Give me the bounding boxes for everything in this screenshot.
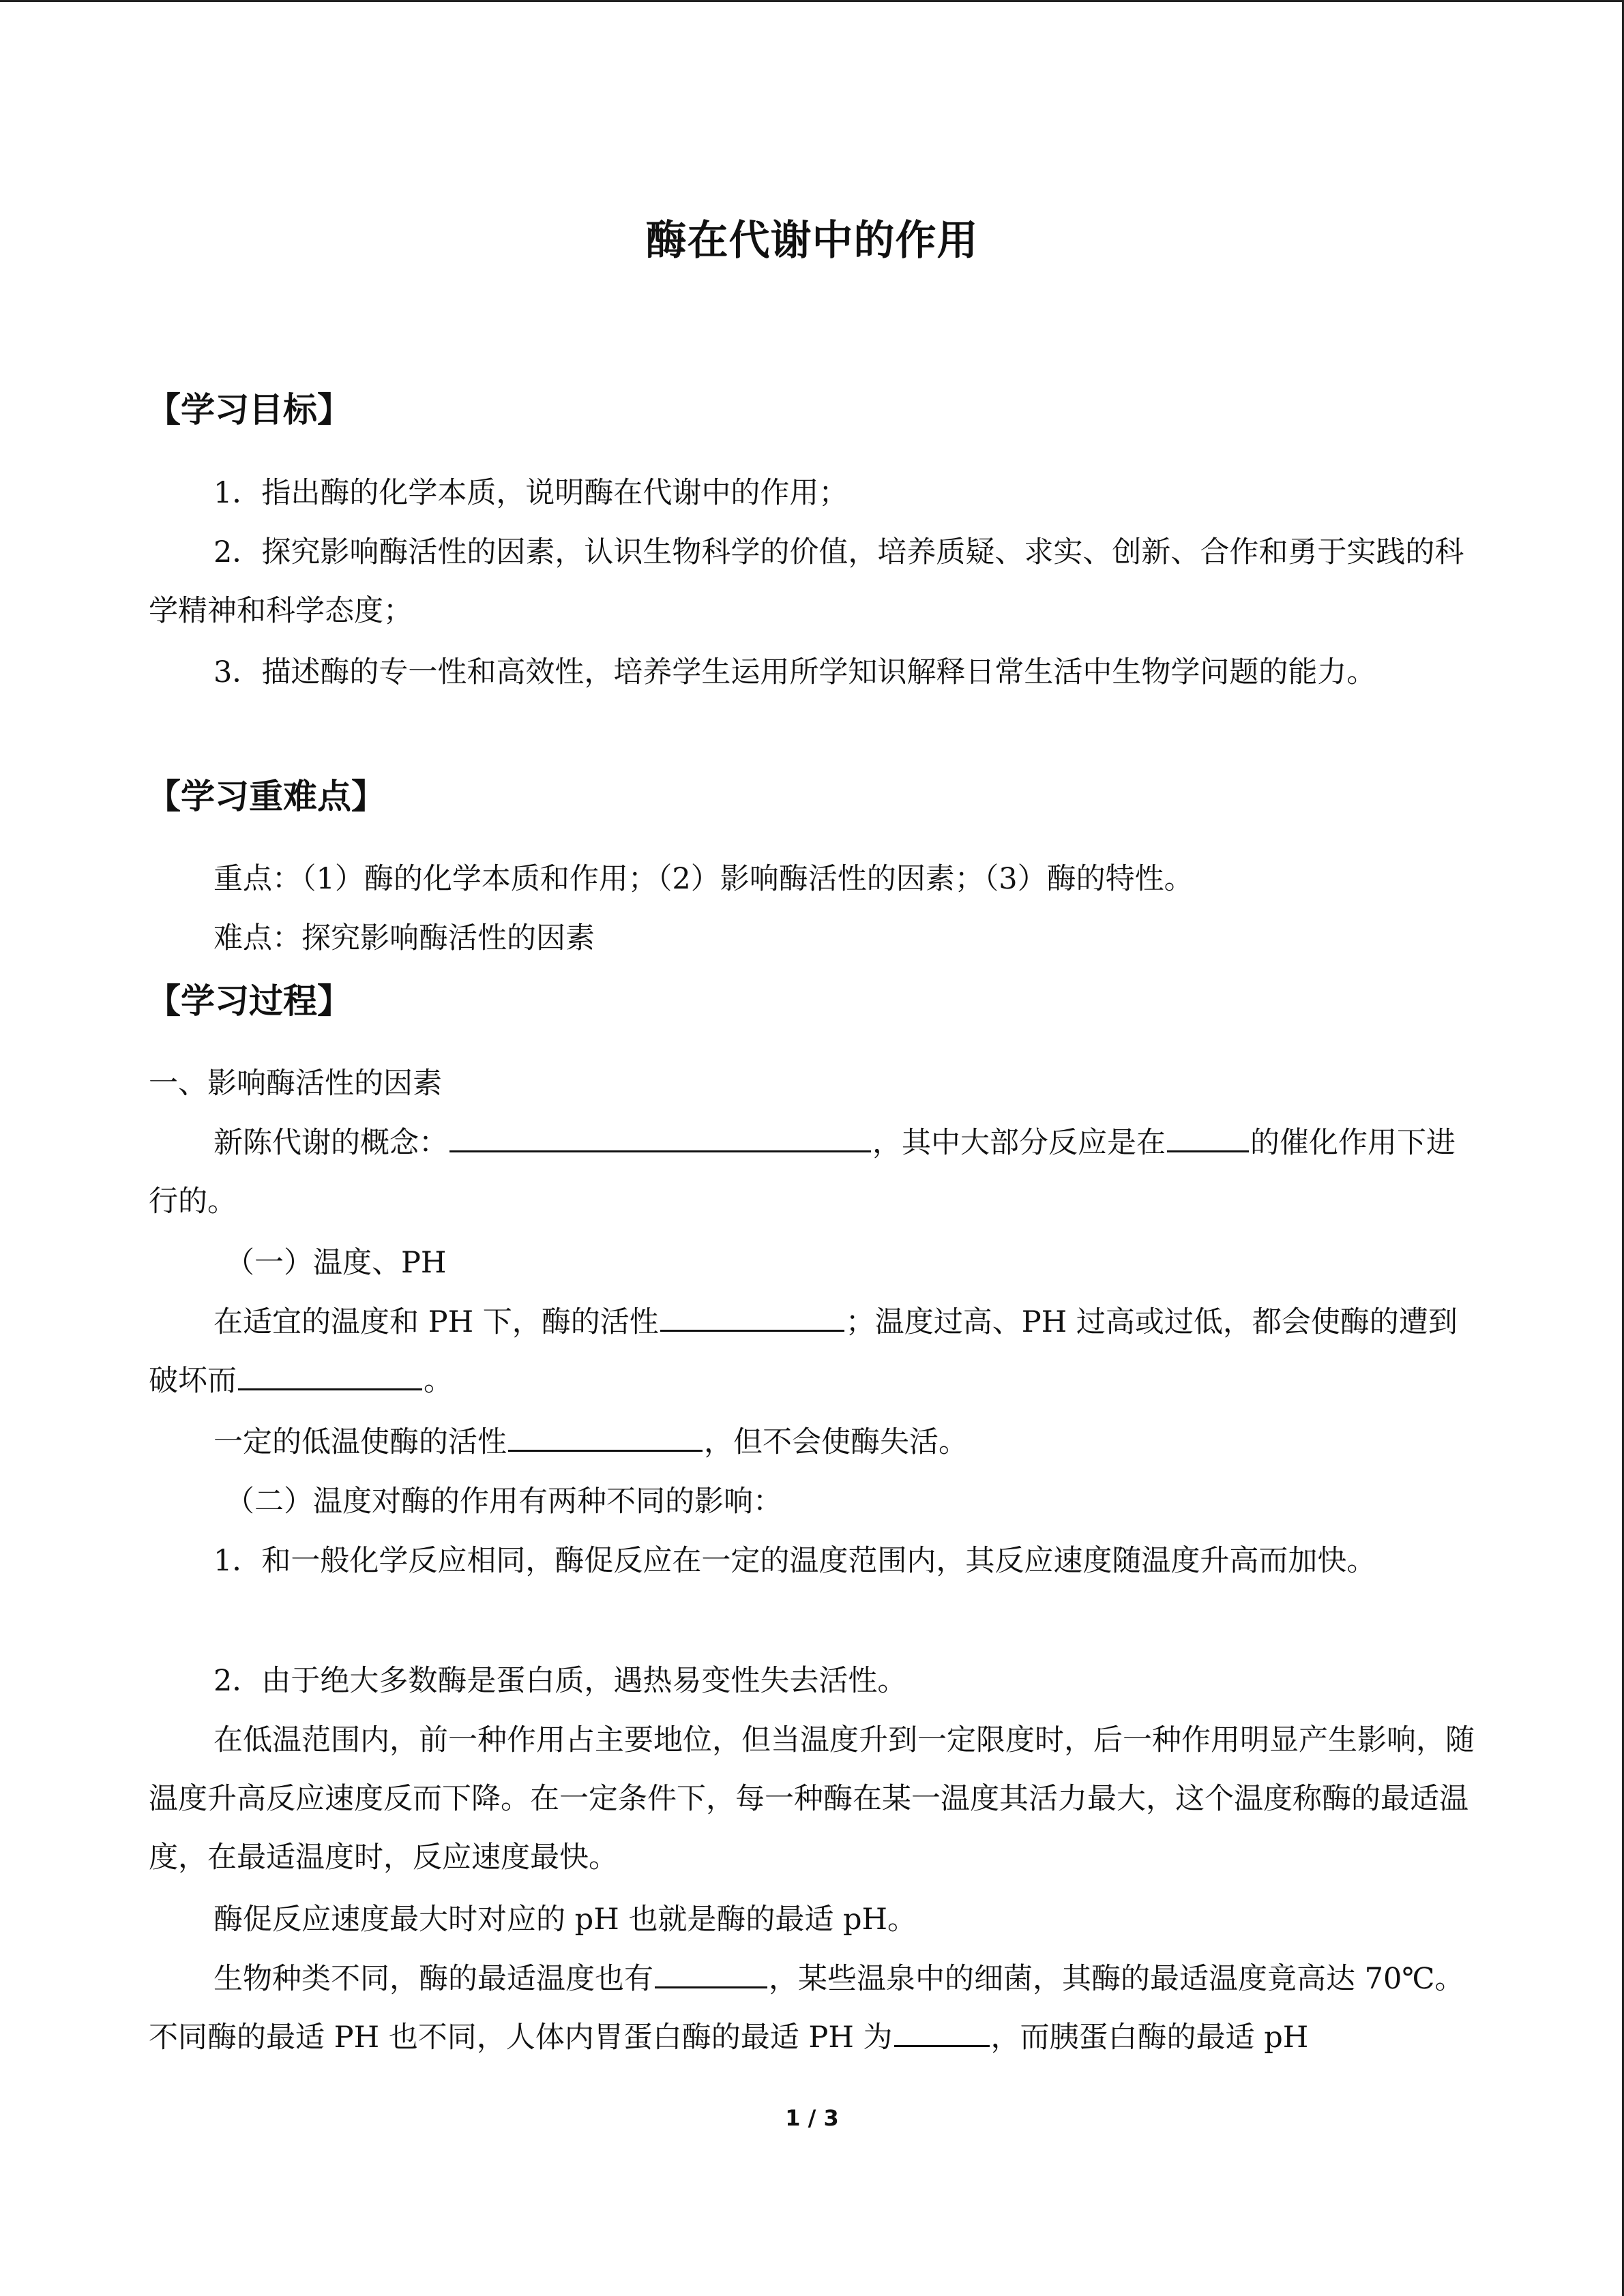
- temperature-effect-1: 1．和一般化学反应相同，酶促反应在一定的温度范围内，其反应速度随温度升高而加快。: [213, 1544, 1376, 1578]
- page-title: 酶在代谢中的作用: [645, 217, 979, 265]
- goal-item-3: 3．描述酶的专一性和高效性，培养学生运用所学知识解释日常生活中生物学问题的能力。: [213, 655, 1376, 689]
- section-heading-key-points: 【学习重难点】: [147, 777, 385, 816]
- metabolism-concept-blank[interactable]: [449, 1120, 871, 1152]
- pepsin-ph-blank[interactable]: [894, 2015, 990, 2047]
- section-heading-goals: 【学习目标】: [147, 390, 351, 430]
- low-range-paragraph: 在低温范围内，前一种作用占主要地位，但当温度升到一定限度时，后一种作用明显产生影响，随温度升高反应速度反而下降。在一定条件下，每一种酶在某一温度其活力最大，这个温度称酶的最适温度，在最适温度时，反应速度最快。: [149, 1723, 1475, 1875]
- optimal-text-b: ；温度过高、PH 过高或过低，都会使酶的遭到破坏而: [149, 1305, 1458, 1398]
- metabolism-paragraph: [149, 1114, 1475, 1231]
- temperature-effect-2: 2．由于绝大多数酶是蛋白质，遇热易变性失去活性。: [213, 1664, 907, 1698]
- optimal-ph-paragraph: 酶促反应速度最大时对应的 pH 也就是酶的最适 pH。: [213, 1903, 917, 1937]
- goal-item-2: 2．探究影响酶活性的因素，认识生物科学的价值，培养质疑、求实、创新、合作和勇于实践的科学精神和科学态度；: [149, 535, 1464, 628]
- low-activity-blank[interactable]: [508, 1420, 703, 1452]
- metabolism-text-a: 新陈代谢的概念：: [213, 1126, 448, 1160]
- species-text-c: ，而胰蛋白酶的最适 pH: [990, 2021, 1309, 2055]
- species-text-a: 生物种类不同，酶的最适温度也有: [213, 1962, 653, 1996]
- species-difference-blank[interactable]: [655, 1956, 767, 1988]
- species-text-b: ，某些温泉中的细菌，其酶的最适温度竟高达 70℃。不同酶的最适 PH 也不同，人体内胃蛋白酶的最适 PH 为: [149, 1962, 1464, 2055]
- optimal-text-c: 。: [424, 1364, 453, 1398]
- catalyst-blank[interactable]: [1167, 1120, 1249, 1152]
- page-number: 1 / 3: [785, 2105, 839, 2131]
- optimal-conditions-paragraph: [149, 1293, 1475, 1410]
- optimal-text-a: 在适宜的温度和 PH 下，酶的活性: [213, 1305, 659, 1339]
- low-temperature-paragraph: [149, 1413, 1475, 1472]
- subheading-temperature-effects: （二）温度对酶的作用有两种不同的影响：: [225, 1485, 782, 1519]
- activity-blank[interactable]: [660, 1300, 844, 1332]
- species-paragraph: [149, 1950, 1475, 2067]
- low-text-b: ，但不会使酶失活。: [704, 1425, 968, 1459]
- metabolism-text-c: 的催化作用下进行的。: [149, 1126, 1456, 1219]
- destroyed-blank[interactable]: [238, 1358, 422, 1390]
- goal-item-1: 1．指出酶的化学本质，说明酶在代谢中的作用；: [213, 476, 848, 510]
- metabolism-text-b: ，其中大部分反应是在: [872, 1126, 1166, 1160]
- subheading-temperature-ph: （一）温度、PH: [225, 1246, 447, 1280]
- key-point-text: 重点：（1）酶的化学本质和作用；（2）影响酶活性的因素；（3）酶的特性。: [213, 862, 1194, 896]
- process-heading-1: 一、影响酶活性的因素: [149, 1067, 442, 1101]
- section-heading-process: 【学习过程】: [147, 981, 351, 1021]
- difficult-point-text: 难点：探究影响酶活性的因素: [213, 921, 595, 955]
- low-text-a: 一定的低温使酶的活性: [213, 1425, 507, 1459]
